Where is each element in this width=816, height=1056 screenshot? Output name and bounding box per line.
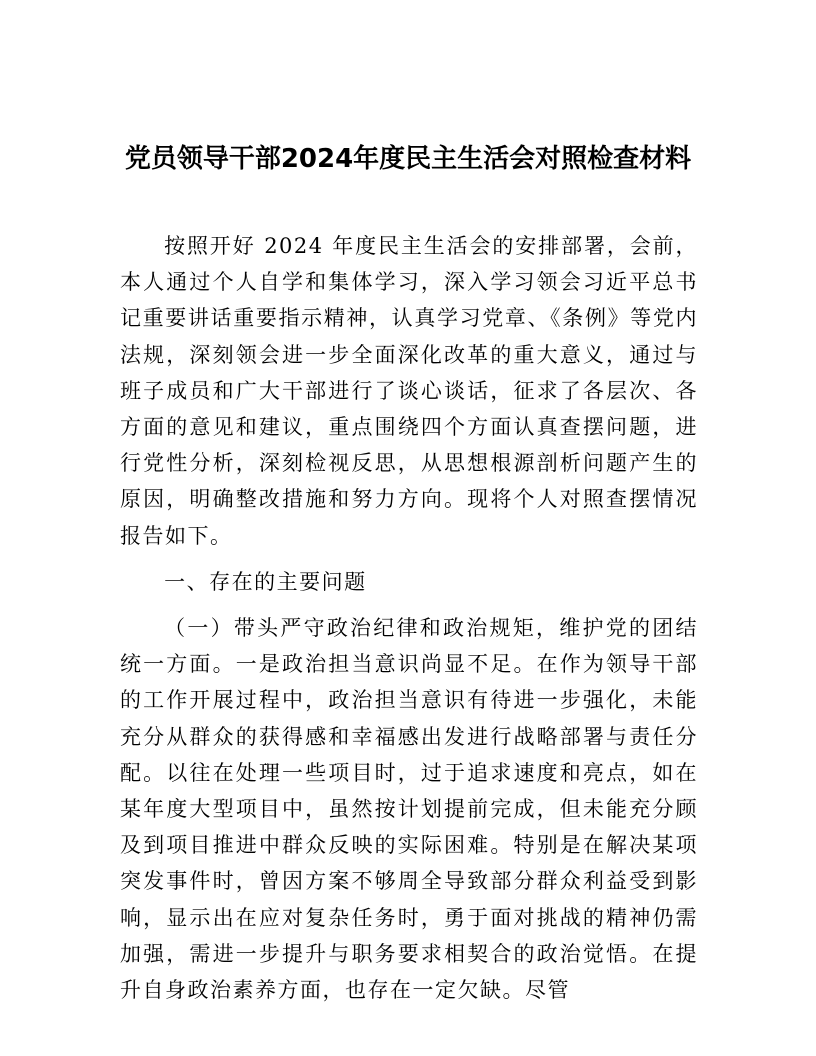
intro-paragraph: 按照开好 2024 年度民主生活会的安排部署，会前，本人通过个人自学和集体学习，深入学习领会习近平总书记重要讲话重要指示精神，认真学习党章、《条例》等党内法规，深刻领会进一步全面深化改革的重大意义，通过与班子成员和广大干部进行了谈心谈话，征求了各层次、各方面的意见和建议，重点围绕四个方面认真查摆问题，进行党性分析，深刻检视反思，从思想根源剖析问题产生的原因，明确整改措施和努力方向。现将个人对照查摆情况报告如下。 [120,234,698,548]
document-title: 党员领导干部2024年度民主生活会对照检查材料 [124,144,692,174]
section-heading: 一、存在的主要问题 [164,569,367,594]
document-body [120,228,698,1008]
section-paragraph: （一）带头严守政治纪律和政治规矩，维护党的团结统一方面。一是政治担当意识尚显不足。在作为领导干部的工作开展过程中，政治担当意识有待进一步强化，未能充分从群众的获得感和幸福感出发进行战略部署与责任分配。以往在处理一些项目时，过于追求速度和亮点，如在某年度大型项目中，虽然按计划提前完成，但未能充分顾及到项目推进中群众反映的实际困难。特别是在解决某项突发事件时，曾因方案不够周全导致部分群众利益受到影响，显示出在应对复杂任务时，勇于面对挑战的精神仍需加强，需进一步提升与职务要求相契合的政治觉悟。在提升自身政治素养方面，也存在一定欠缺。尽管 [120,616,698,1003]
